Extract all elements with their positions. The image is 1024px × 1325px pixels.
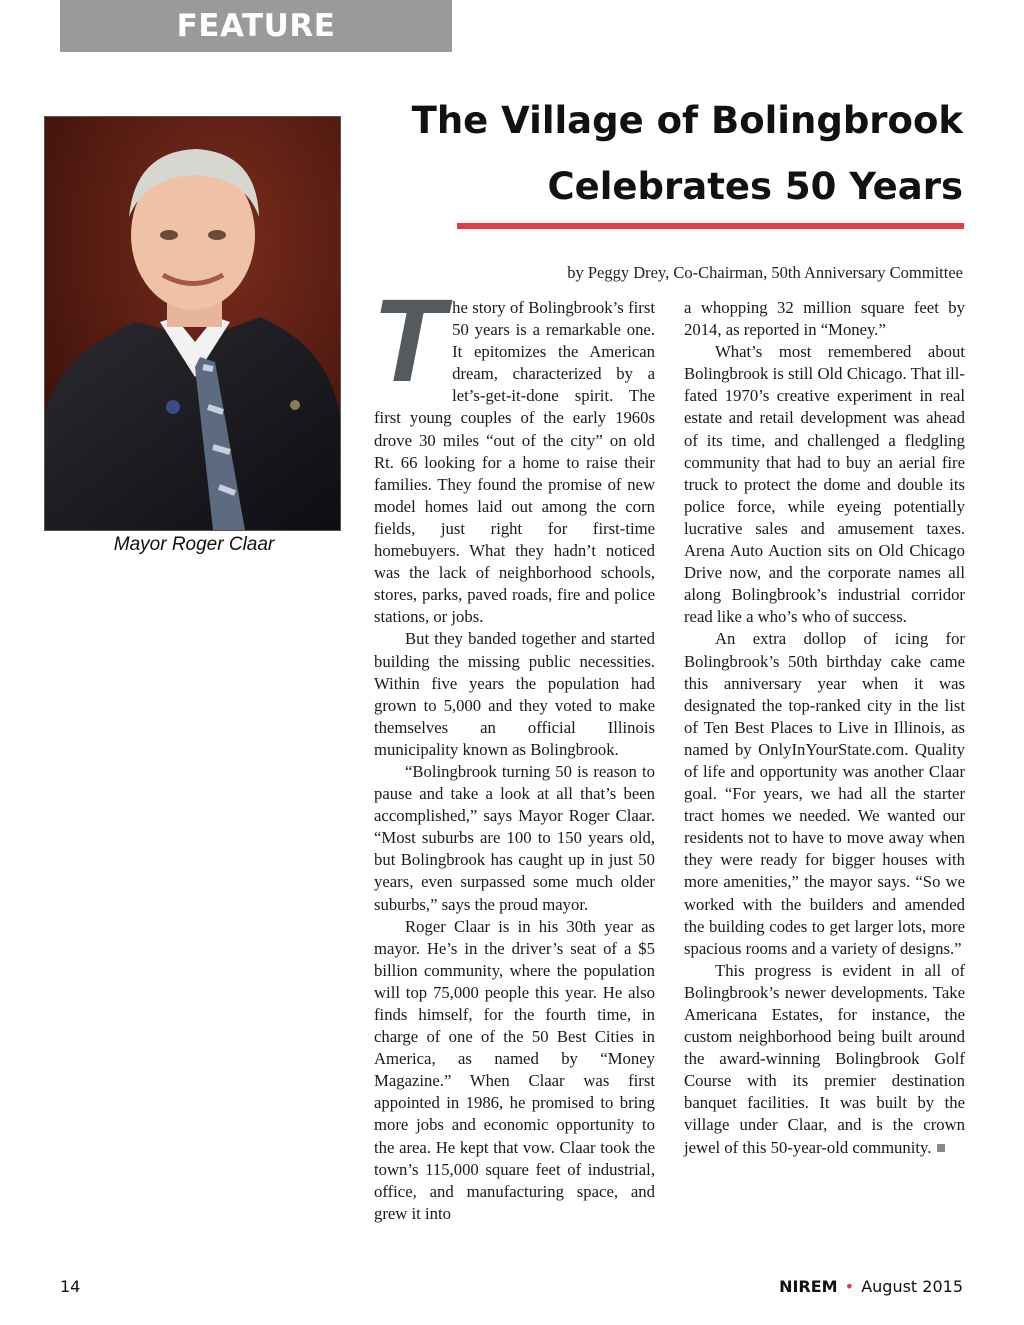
- square-end-mark-icon: [937, 1144, 945, 1152]
- page-number: 14: [60, 1277, 81, 1296]
- article-paragraph: a whopping 32 million square feet by 2014, as reported in “Money.”: [684, 298, 965, 340]
- mayor-photo: [44, 116, 341, 531]
- mayor-portrait-illustration: [45, 117, 340, 530]
- article-paragraph-text: This progress is evident in all of Bolingbrook’s newer developments. Take Americana Estates, for instance, the custom neighborhood being built around the award-winning Bolingbrook Golf Course with its premier destination banquet facilities. It was built by the village under Claar, and is the crown jewel of this 50-year-old community.: [684, 960, 965, 1157]
- article-paragraph: “Bolingbrook turning 50 is reason to pause and take a look at all that’s been accomplished,” says Mayor Roger Claar. “Most suburbs are 100 to 150 years old, but Bolingbrook has caught up in just 50 years, even surpassed some much older suburbs,” says the proud mayor.: [374, 761, 655, 914]
- article-paragraph: An extra dollop of icing for Bolingbrook’s 50th birthday cake came this anniversary year when it was designated the top-ranked city in the list of Ten Best Places to Live in Illinois, as named by OnlyInYourState.com. Quality of life and opportunity was another Claar goal. “For years, we had all the starter tract homes we needed. We wanted our residents not to have to move away when they were ready for bigger houses with more amenities,” the mayor says. “So we worked with the builders and amended the building codes to get larger lots, more spacious rooms and a variety of designs.”: [684, 629, 965, 958]
- section-label: FEATURE: [176, 8, 336, 44]
- article-paragraph: he story of Bolingbrook’s first 50 years is a remarkable one. It epitomizes the American dream, characterized by a let’s-get-it-done spirit. The first young couples of the early 1960s drove 30 miles “out of the city” on old Rt. 66 looking for a home to raise their families. They found the promise of new model homes laid out among the corn fields, just right for first-time homebuyers. What they hadn’t noticed was the lack of neighborhood schools, stores, parks, paved roads, fire and police stations, or jobs.: [374, 298, 655, 627]
- article-paragraph: What’s most remembered about Bolingbrook is still Old Chicago. That ill-fated 1970’s creative experiment in real estate and retail development was ahead of its time, and challenged a fledgling community that had to buy an aerial fire truck to protect the dome and double its police force, while eyeing potentially lucrative sales and amusement taxes. Arena Auto Auction sits on Old Chicago Drive now, and the corporate names all along Bolingbrook’s industrial corridor read like a who’s who of success.: [684, 342, 965, 627]
- article-paragraph-last: [684, 960, 965, 1159]
- article-paragraph: Roger Claar is in his 30th year as mayor. He’s in the driver’s seat of a $5 billion community, where the population will top 75,000 people this year. He also finds himself, for the fourth time, in charge of one of the 50 Best Cities in America, as named by “Money Magazine.” When Claar was first appointed in 1986, he promised to bring more jobs and economic opportunity to the area. He kept that vow. Claar took the town’s 115,000 square feet of industrial, office, and manufacturing space, and grew it into: [374, 916, 655, 1223]
- article-paragraph: But they banded together and started building the missing public necessities. Within five years the population had grown to 5,000 and they voted to make themselves an official Illinois municipality known as Bolingbrook.: [374, 629, 655, 759]
- title-line-1: The Village of Bolingbrook: [411, 99, 963, 142]
- footer-separator: •: [844, 1277, 855, 1296]
- footer-publication: [779, 1277, 963, 1296]
- section-tab: [60, 0, 452, 52]
- title-line-2: Celebrates 50 Years: [547, 165, 963, 208]
- photo-caption: Mayor Roger Claar: [113, 534, 275, 555]
- article-column-1: [372, 275, 655, 1225]
- issue-date: August 2015: [861, 1277, 963, 1296]
- byline: by Peggy Drey, Co-Chairman, 50th Anniversary Committee: [567, 263, 963, 282]
- publication-name: NIREM: [779, 1277, 838, 1296]
- drop-cap: T: [372, 275, 445, 407]
- article-column-2: [684, 297, 965, 1159]
- page-title: [363, 88, 963, 220]
- title-underline: [457, 223, 964, 229]
